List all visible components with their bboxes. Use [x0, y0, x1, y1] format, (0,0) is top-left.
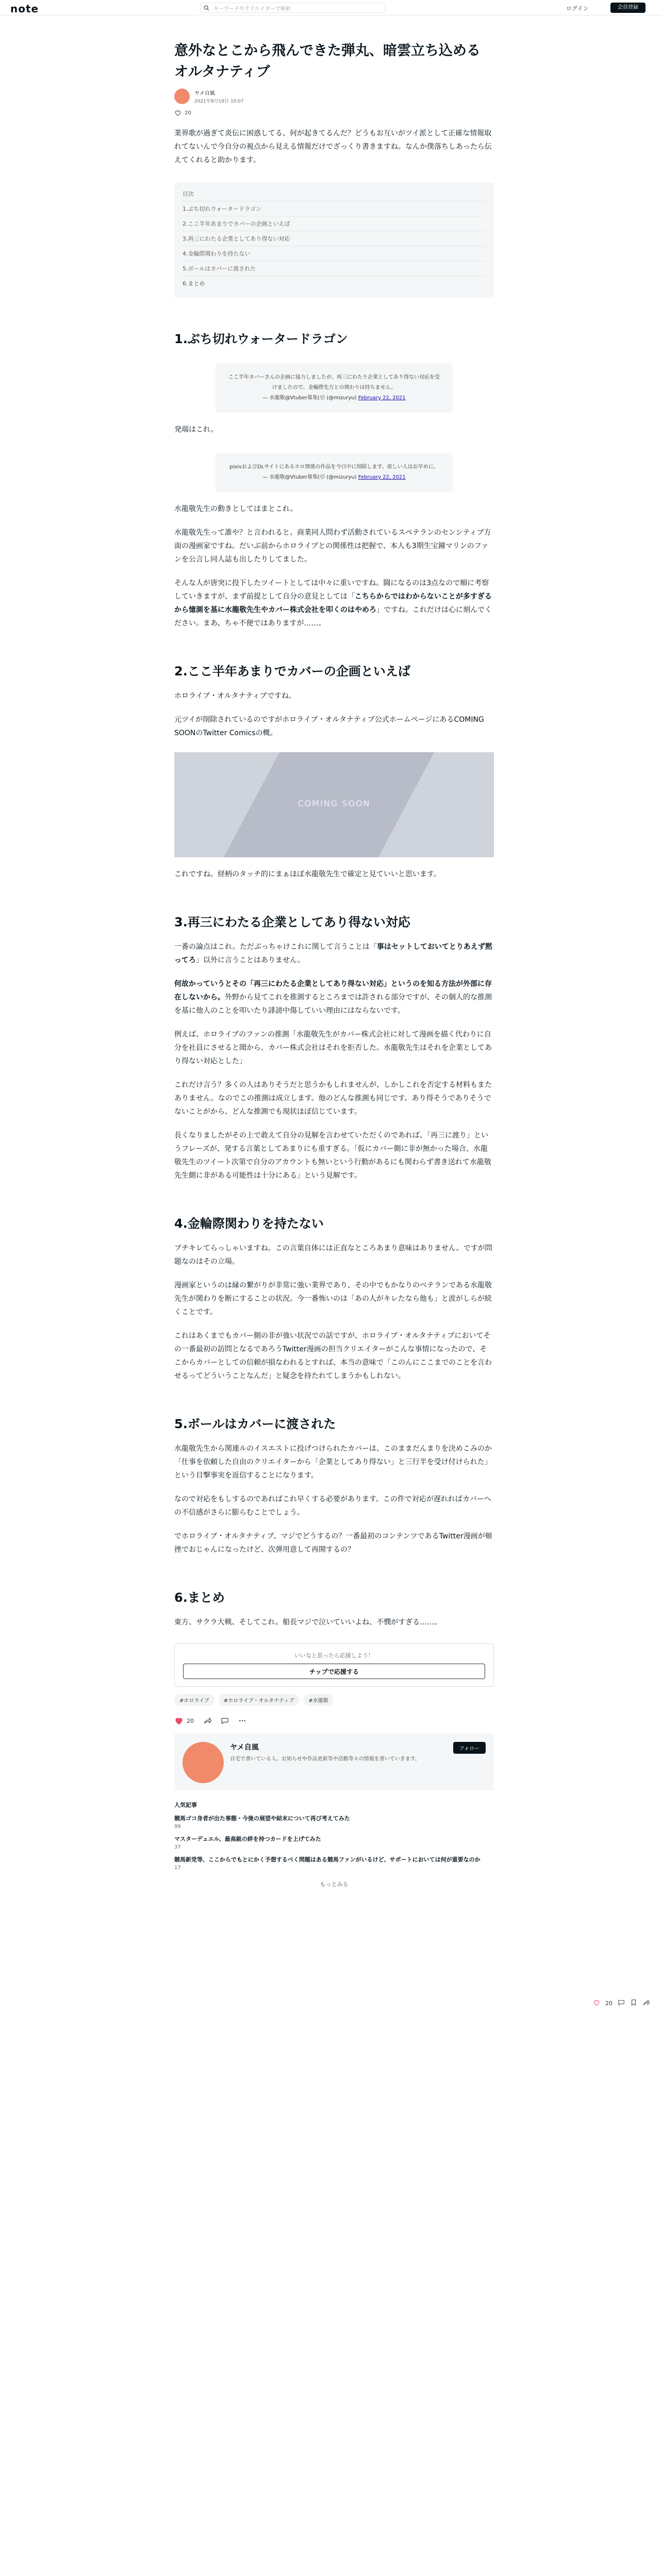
- paragraph: 水龍敬先生って誰や？と言われると、商業同人問わず活動されているスペテランのセンシティブ方面の漫画家ですね。だいぶ前からホロライブとの関係性は把握で、本人も3期生宝鐘マリンのファンを公言し同人誌も出したりしてました。: [174, 529, 491, 564]
- side-like-button[interactable]: [593, 1999, 600, 2008]
- paragraph: でホロライブ・オルタナティブ、マジでどうするの？一番最初のコンテンツであるTwitter漫画が頓挫でおじゃんになったけど、次弾用意して再開するの？: [174, 1532, 492, 1554]
- toc-item[interactable]: 2.ここ半年あまりでカバーの企画といえば: [183, 216, 486, 231]
- support-question: いいなと思ったら応援しよう！: [294, 1652, 374, 1659]
- popular-item-likes: 99: [174, 1824, 181, 1829]
- popular-item-likes: 37: [174, 1844, 181, 1850]
- follow-button[interactable]: フォロー: [453, 1742, 486, 1754]
- site-header: [0, 0, 662, 15]
- embedded-tweet: [216, 453, 453, 492]
- floating-actions: [593, 1999, 655, 2008]
- tweet-date-link[interactable]: February 22, 2021: [358, 395, 406, 401]
- bold-text: 何故かっていうとその「再三にわたる企業としてあり得ない対応」というのを知る方法が外部に存在しないから。: [174, 980, 492, 1002]
- paragraph: 東方、サクラ大戦、そしてこれ。船長マジで泣いていいよね、不憫がすぎる……。: [174, 1618, 442, 1626]
- paragraph: 長くなりましたがその上で敢えて自分の見解を言わせていただくのであれば、「再三に渡り」というフレーズが、発する言葉としてあまりにも重すぎる。「仮にカバー側に非が無かった場合、水龍敬先生のツイート次第で自分のアカウントも無いという行動があるにも関わらず書き送れて水龍敬先生側に非がある可能性は十分にある」という見解です。: [174, 1131, 491, 1180]
- search-placeholder: キーワードやクリエイターで検索: [213, 6, 291, 12]
- toc-heading[interactable]: 目次: [183, 191, 194, 197]
- search-input[interactable]: [200, 3, 386, 13]
- text-span: そんな人が唐突に投下したツイートとしては中々に重いですね。闘になるのは3点なので順に考察していきますが、まず前提として自分の意見としては「: [174, 579, 489, 601]
- login-button[interactable]: ログイン: [566, 5, 589, 12]
- paragraph: [174, 940, 494, 967]
- popular-item-title[interactable]: 競馬ゴコ身者が出た事態・今後の展望や結末について再び考えてみた: [174, 1815, 350, 1822]
- article: [174, 34, 494, 1888]
- section-heading: 4.金輪際関わりを持たない: [174, 1216, 324, 1231]
- author-card: [174, 1734, 494, 1790]
- like-count: 20: [187, 1717, 194, 1724]
- like-button[interactable]: [174, 1716, 194, 1725]
- section-heading: 1.ぶち切れウォータードラゴン: [174, 332, 348, 346]
- section-heading: 5.ボールはカバーに渡された: [174, 1417, 336, 1431]
- tag-list: [174, 1694, 494, 1706]
- author-avatar[interactable]: [183, 1742, 224, 1783]
- note-logo[interactable]: note: [10, 3, 39, 15]
- heart-icon: [174, 1716, 184, 1725]
- paragraph: なので対応をもしするのであればこれ早くする必要があります。この件で対応が遅れればカバーへの不信感がさらに膨らむことでしょう。: [174, 1495, 491, 1517]
- paragraph: これですね。経柄のタッチ的にまぁほぼ水龍敬先生で確定と見ていいと思います。: [174, 870, 441, 878]
- popular-item-title[interactable]: 競馬新党等、ここからでもとにかく予想するべく問題はある競馬ファンがいるけど、サポートにおいては何が重要なのか: [174, 1856, 481, 1863]
- bookmark-icon: [630, 1999, 637, 2006]
- section-heading: 3.再三にわたる企業としてあり得ない対応: [174, 915, 410, 929]
- paragraph: 水龍敬先生から関連ルのイスエストに投げつけられたカバーは、このままだんまりを決めこみのか「仕事を依頼した自由のクリエイターから「企業としてあり得ない」と三行半を受け付けられた」という目撃事実を返信することになります。: [174, 1445, 492, 1480]
- toc-item[interactable]: 1.ぶち切れウォータードラゴン: [183, 201, 486, 216]
- paragraph: これだけ言う？多くの人はありそうだと思うかもしれませんが、しかしこれを否定する材料もまたありません。なのでこの推測は成立します。他のどんな推測も同じです。あり得そうでありそうでないことがから、どんな推測でも現状ほぼ信じています。: [174, 1081, 492, 1116]
- signup-button[interactable]: 会員登録: [610, 3, 646, 13]
- support-box: [174, 1643, 494, 1687]
- paragraph: 漫画家というのは縁の繋がりが非常に強い業界であり、その中でもかなりのベテランである水龍敬先生が関わりを断にすることの状況。今一番怖いのは「あの人がキレたなら他も」と波がしらが続くことです。: [174, 1281, 492, 1316]
- section-heading: 6.まとめ: [174, 1590, 225, 1605]
- side-bookmark-button[interactable]: [630, 1999, 637, 2008]
- toc-item[interactable]: 5.ボールはカバーに渡された: [183, 261, 486, 276]
- text-span: 一番の論点はこれ。ただぶっちゃけこれに関して言うことは「: [174, 943, 377, 951]
- paragraph: ブチキレてらっしゃいますね。この言葉自体には正直なところあまり意味はありません。ですが問題なのはその立場。: [174, 1244, 492, 1266]
- paragraph: 水龍敬先生の動きとしてはまとこれ。: [174, 505, 297, 513]
- popular-item-title[interactable]: マスターデュエル、最高級の絆を持つカードを上げてみた: [174, 1836, 321, 1842]
- action-bar: [174, 1716, 494, 1725]
- heart-icon: [593, 1999, 600, 2006]
- tip-button[interactable]: チップで応援する: [183, 1664, 485, 1679]
- side-comment-button[interactable]: [618, 1999, 625, 2008]
- popular-articles: [174, 1801, 494, 1888]
- article-title: 意外なとこから飛んできた弾丸、暗雲立ち込めるオルタナティブ: [174, 43, 481, 80]
- text-span: 」以外に言うことはありません。: [196, 956, 305, 964]
- share-button[interactable]: [203, 1717, 211, 1725]
- embedded-tweet: [216, 363, 453, 413]
- tag[interactable]: #ホロライブ・オルタナティブ: [219, 1694, 300, 1706]
- tag[interactable]: #水龍敬: [303, 1694, 333, 1706]
- paragraph: [174, 977, 494, 1018]
- search-icon: [204, 5, 209, 11]
- paragraph: [174, 577, 494, 630]
- more-button[interactable]: [238, 1717, 246, 1725]
- intro-paragraph: 業界歌が過ぎて炎伝に困惑してる、何が起きてるんだ？どうもお互いがツイ派として正確な情報取れてないんで今自分の視点から見える情報だけでざっくり書きますね。なんか僕落ちしあったら伝えてくれると助かります。: [174, 129, 492, 164]
- coming-soon-image: [174, 752, 494, 857]
- tweet-author: — 水龍敬@Vtuber募集(引 (@mizuryu): [262, 474, 358, 480]
- paragraph: 発端はこれ。: [174, 426, 218, 434]
- comment-icon: [618, 1999, 625, 2006]
- post-date: 2021年8月19日 10:07: [194, 99, 244, 104]
- more-icon: [238, 1717, 246, 1725]
- side-share-button[interactable]: [642, 1999, 650, 2008]
- toc-item[interactable]: 6.まとめ: [183, 276, 486, 291]
- like-area[interactable]: [174, 109, 494, 116]
- toc-item[interactable]: 4.金輪際関わりを持たない: [183, 246, 486, 261]
- side-like-count: 20: [605, 2000, 613, 2007]
- popular-item-likes: 17: [174, 1865, 181, 1871]
- tweet-date-link[interactable]: February 22, 2021: [358, 474, 406, 480]
- text-span: 」ですね。これだけは心に刻んでください。まあ、ちゃ不便ではありますが……。: [174, 606, 492, 628]
- author-name[interactable]: ヤメ自風: [194, 91, 215, 96]
- share-icon: [642, 1999, 650, 2006]
- image-caption: COMING SOON: [297, 799, 371, 808]
- paragraph: 元ツイが削除されているのですがホロライブ・オルタナティブ公式ホームページにあるCOMING SOONのTwitter Comicsの概。: [174, 716, 484, 737]
- text-span: 外野から見てこれを推測するところまでは許される部分ですが、その個人的な推測を基に他人のことを叩いたり誹謗中傷していい理由にはならないです。: [174, 993, 492, 1015]
- share-icon: [203, 1717, 211, 1725]
- bold-text: こちらからではわからないことが多すぎるから憶測を基に水龍敬先生やカバー株式会社を叩くのはやめろ: [174, 592, 492, 614]
- bold-text: 事はセットしておいてとりあえず黙ってろ: [174, 943, 492, 964]
- avatar[interactable]: [174, 89, 190, 104]
- author-card-name[interactable]: ヤメ自風: [230, 1743, 259, 1752]
- more-link[interactable]: もっとみる: [320, 1881, 349, 1888]
- author-line: [174, 89, 494, 104]
- toc-item[interactable]: 3.再三にわたる企業としてあり得ない対応: [183, 231, 486, 246]
- comment-icon: [221, 1717, 229, 1725]
- paragraph: これはあくまでもカバー側の非が強い状況での話ですが、ホロライブ・オルタナティブにおいてその一番最初の訪問となるであろうTwitter漫画の担当クリエイターがこんな事情になったので、そこからカバーとしての信頼が損なわれるとすれば、本当の意味で「このんにここまでのことを言わせるってどういうことなんだ」と疑念を持たれてしまうかもしれない。: [174, 1332, 492, 1380]
- popular-heading: 人気記事: [174, 1802, 197, 1808]
- tweet-author: — 水龍敬@Vtuber募集(引 (@mizuryu): [262, 395, 358, 401]
- heart-icon: [174, 109, 181, 116]
- tweet-text: ここ半年カバーさんの企画に協力しましたが、再三にわたり企業としてあり得ない対応を受けましたので、金輪際先方との関わりは持ちません。: [228, 375, 440, 391]
- section-heading: 2.ここ半年あまりでカバーの企画といえば: [174, 664, 410, 679]
- tweet-text: pixivおよびDLサイトにあるホロ関係の作品を今日中に削除します。欲しい人はお早めに。: [229, 464, 439, 470]
- paragraph: 例えば、ホロライブのファンの推測「水龍敬先生がカバー株式会社に対して漫画を描く代わりに自分を社員にさせると聞から、カバー株式会社はそれを拒否した。水龍敬先生はそれを企業としてあり得ない対応とした」: [174, 1030, 492, 1065]
- comment-button[interactable]: [221, 1717, 229, 1725]
- tag[interactable]: #ホロライブ: [174, 1694, 214, 1706]
- author-card-description: 自宅で書いている人。お知らせや作品更新等や活動等々の情報を書いていきます。: [230, 1756, 420, 1762]
- paragraph: ホロライブ・オルタナティブですね。: [174, 692, 296, 700]
- table-of-contents: [174, 182, 494, 298]
- like-count: 20: [185, 110, 191, 116]
